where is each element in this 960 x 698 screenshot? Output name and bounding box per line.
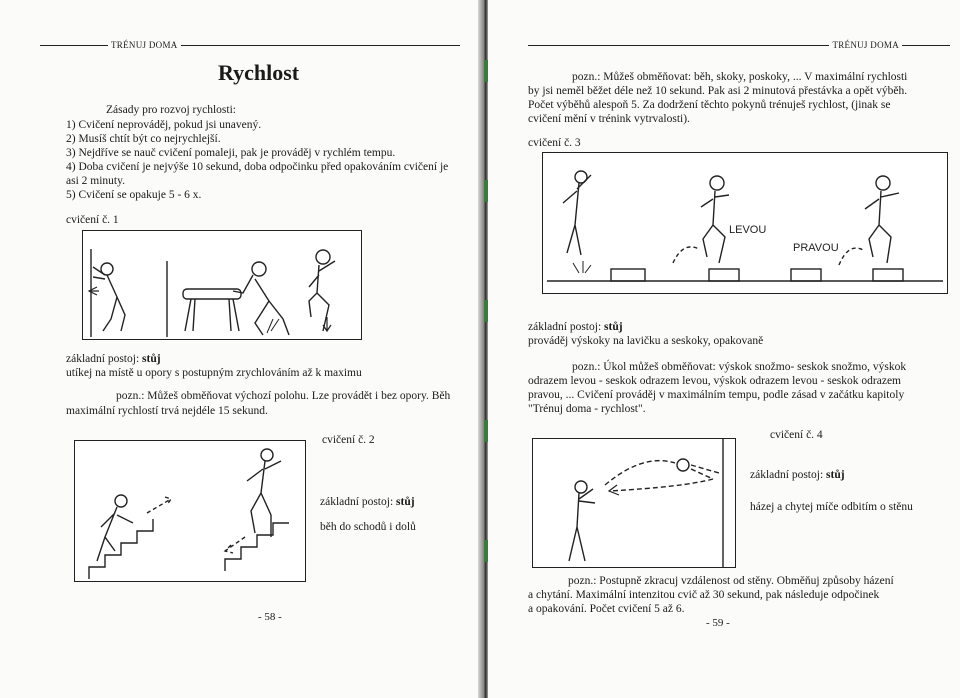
exercise-4-stance: základní postoj: stůj [750,469,845,481]
exercise-3-description: prováděj výskoky na lavičku a seskoky, opakovaně [528,335,764,347]
exercise-1-description: utíkej na místě u opory s postupným zrychlováním až k maximu [66,367,362,379]
exercise-3-label: cvičení č. 3 [528,137,581,149]
running-header [528,40,950,50]
intro-note-line-2: by jsi neměl běžet déle než 10 sekund. Pak asi 2 minutová přestávka a opět výběh. [528,85,908,97]
exercise-3-note-line-2: odrazem levou - seskok odrazem levou, výskok odrazem levou - seskok odrazem [528,375,901,387]
exercise-3-illustration [542,152,948,294]
exercise-4-note-line-2: a chytání. Maximální intenzitou cvič až 30 sekund, pak následuje odpočinek [528,589,880,601]
exercise-2-description: běh do schodů i dolů [320,521,416,533]
header-text: TRÉNUJ DOMA [832,40,899,50]
exercise-1-note-line-2: maximální rychlostí trvá nejdéle 15 sekund. [66,405,268,417]
exercise-1-illustration [82,230,362,340]
exercise-3-stance: základní postoj: stůj [528,321,623,333]
exercise-2-illustration [74,440,306,582]
rule-1: 1) Cvičení neprováděj, pokud jsi unavený. [66,119,262,131]
exercise-4-note-line-1: pozn.: Postupně zkracuj vzdálenost od stěny. Obměňuj způsoby házení [568,575,894,587]
rule-4: 4) Doba cvičení je nejvýše 10 sekund, doba odpočinku před opakováním cvičení je [66,161,449,173]
header-text: TRÉNUJ DOMA [111,40,178,50]
exercise-2-drawing [75,441,305,581]
exercise-4-label: cvičení č. 4 [770,429,823,441]
rule-2: 2) Musíš chtít být co nejrychlejší. [66,133,221,145]
right-page [488,0,960,698]
exercise-1-label: cvičení č. 1 [66,214,119,226]
exercise-4-illustration [532,438,736,568]
exercise-4-note-line-3: a opakování. Počet cvičení 5 až 6. [528,603,685,615]
intro-note-line-1: pozn.: Můžeš obměňovat: běh, skoky, poskoky, ... V maximální rychlosti [572,71,908,83]
exercise-3-fig-left: LEVOU [729,224,767,236]
intro-note-line-4: cvičení mění v trénink vytrvalosti). [528,113,690,125]
page-number: - 58 - [258,611,282,623]
exercise-3-note-line-4: "Trénuj doma - rychlost". [528,403,646,415]
rules-intro: Zásady pro rozvoj rychlosti: [106,104,236,116]
exercise-1-note-line-1: pozn.: Můžeš obměňovat výchozí polohu. Lze provádět i bez opory. Běh [116,390,451,402]
exercise-3-drawing [543,153,947,293]
page-title: Rychlost [218,60,300,85]
exercise-3-fig-right: PRAVOU [793,242,839,254]
intro-note-line-3: Počet výběhů alespoň 5. Za dodržení těchto pokynů trénuješ rychlost, (jinak se [528,99,891,111]
exercise-1-drawing [83,231,361,339]
rule-5: 5) Cvičení se opakuje 5 - 6 x. [66,189,202,201]
exercise-4-description: házej a chytej míče odbitím o stěnu [750,501,913,513]
rule-4-cont: asi 2 minuty. [66,175,125,187]
exercise-3-note-line-3: pravou, ... Cvičení prováděj v maximálním tempu, podle zásad v začátku kapitoly [528,389,905,401]
exercise-1-stance: základní postoj: stůj [66,353,161,365]
rule-3: 3) Nejdříve se nauč cvičení pomaleji, pak je prováděj v rychlém tempu. [66,147,396,159]
exercise-2-stance: základní postoj: stůj [320,496,415,508]
running-header [40,40,460,50]
exercise-4-drawing [533,439,735,567]
exercise-3-note-line-1: pozn.: Úkol můžeš obměňovat: výskok snožmo- seskok snožmo, výskok [572,361,907,373]
page-number: - 59 - [706,617,730,629]
exercise-2-label: cvičení č. 2 [322,434,375,446]
